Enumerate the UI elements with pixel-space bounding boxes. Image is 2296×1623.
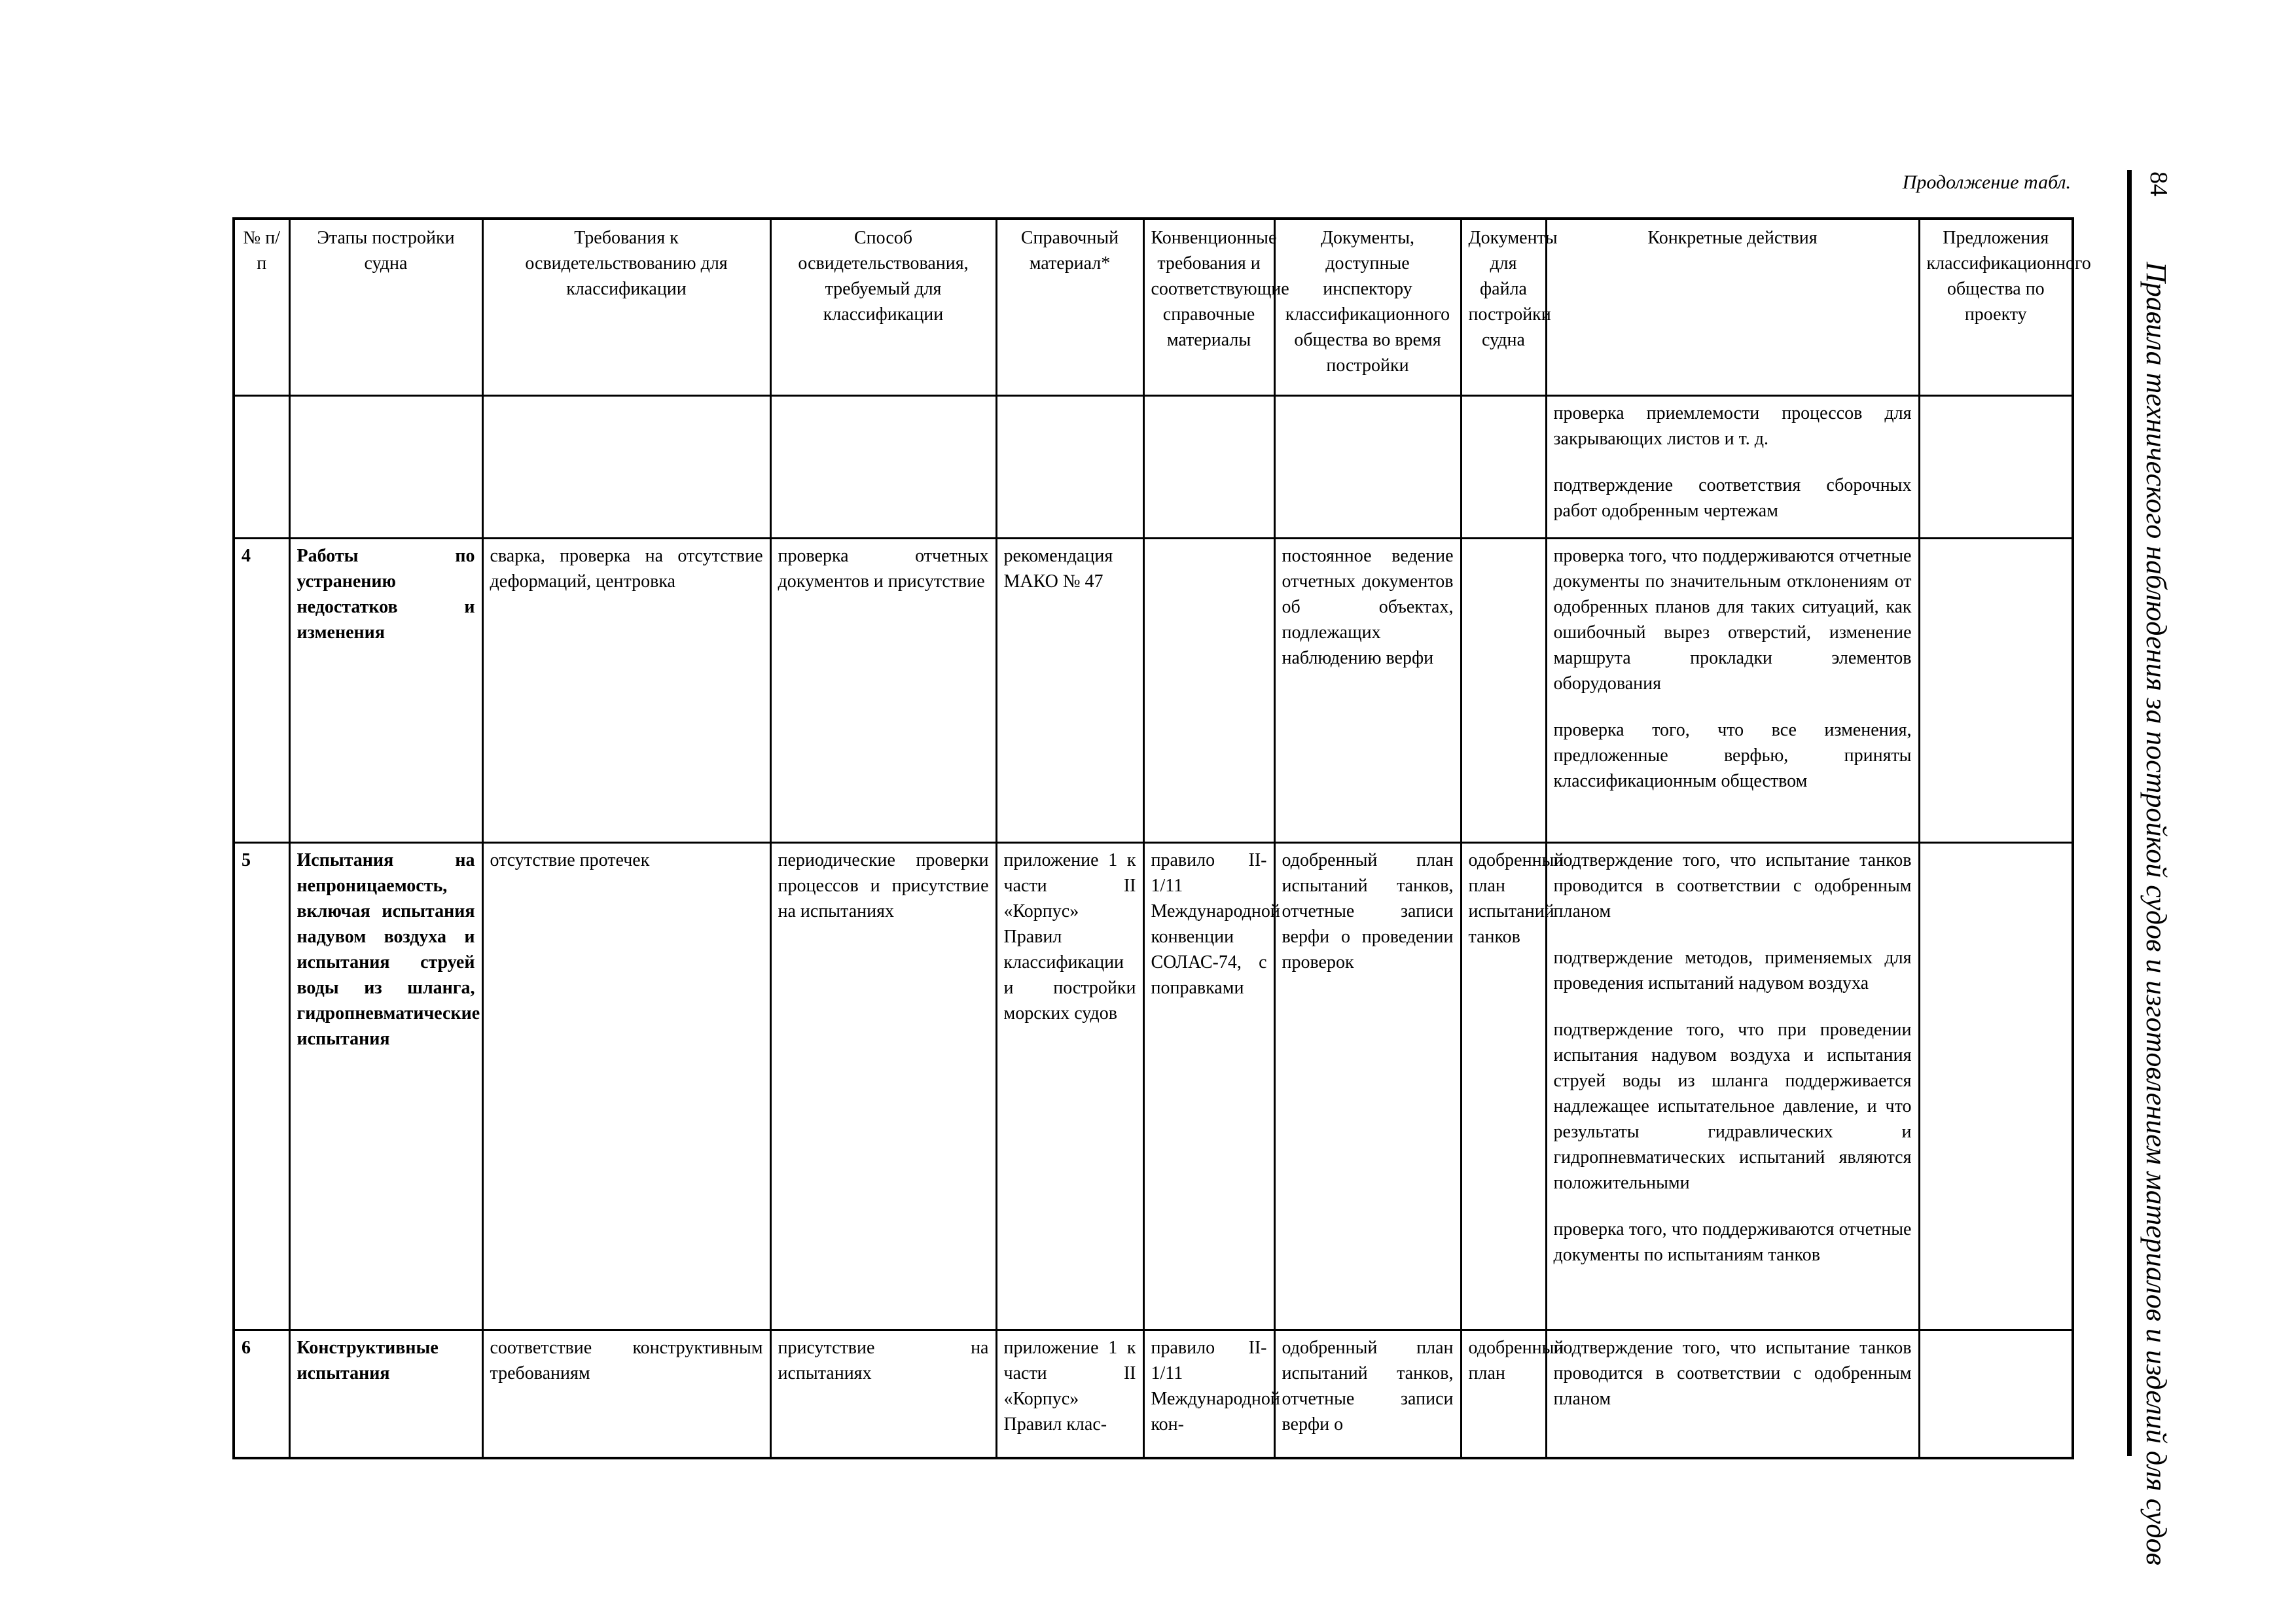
- table-row: [234, 395, 2073, 538]
- reference-cell: приложение 1 к части II «Корпус» Правил классификации и постройки морских судов: [996, 842, 1143, 1330]
- action-item: подтверждение того, что испытание танков проводится в соответствии с одобренным планом: [1553, 849, 1912, 921]
- requirements-cell: отсутствие протечек: [482, 842, 770, 1330]
- method-cell: [770, 395, 996, 538]
- action-item: проверка того, что все изменения, предложенные верфью, приняты классификационным обществом: [1553, 719, 1912, 791]
- stage-cell: [289, 395, 482, 538]
- action-item: проверка того, что поддерживаются отчетные документы по испытаниям танков: [1553, 1219, 1912, 1265]
- actions-cell: [1546, 1330, 1919, 1458]
- header-cell: Конкретные действия: [1546, 219, 1919, 395]
- action-item: подтверждение методов, применяемых для проведения испытаний надувом воздуха: [1553, 947, 1912, 993]
- header-cell: Документы, доступные инспектору классификационного общества во время постройки: [1274, 219, 1461, 395]
- reference-cell: [996, 395, 1143, 538]
- action-item: подтверждение того, что при проведении испытания надувом воздуха и испытания струей воды из шланга поддерживается надлежащее испытательное давление, и что результаты гидравлических и гидропневматических испытаний являются положительными: [1553, 1019, 1912, 1193]
- method-cell: проверка отчетных документов и присутствие: [770, 538, 996, 842]
- table-row: [234, 538, 2073, 842]
- table-row: [234, 1330, 2073, 1458]
- row-number: 5: [234, 842, 289, 1330]
- documents-cell: [1274, 395, 1461, 538]
- actions-cell: [1546, 538, 1919, 842]
- stage-cell: Работы по устранению недостатков и изменения: [289, 538, 482, 842]
- header-cell: Документы для файла постройки судна: [1461, 219, 1546, 395]
- file-docs-cell: [1461, 395, 1546, 538]
- convention-cell: правило II-1/11 Международной конвенции СОЛАС-74, с поправками: [1143, 842, 1274, 1330]
- action-item: проверка того, что поддерживаются отчетные документы по значительным отклонениям от одобренных планов для таких ситуаций, как ошибочный вырез отверстий, изменение маршрута прокладки элементов оборудования: [1553, 545, 1912, 694]
- header-cell: Справочный материал*: [996, 219, 1143, 395]
- requirements-cell: [482, 395, 770, 538]
- continuation-label: Продолжение табл.: [1902, 171, 2071, 193]
- row-number: 4: [234, 538, 289, 842]
- actions-cell: [1546, 842, 1919, 1330]
- convention-cell: [1143, 538, 1274, 842]
- proposals-cell: [1919, 1330, 2073, 1458]
- convention-cell: [1143, 395, 1274, 538]
- documents-cell: постоянное ведение отчетных документов об объектах, подлежащих наблюдению верфи: [1274, 538, 1461, 842]
- running-title: Правила технического наблюдения за постройкой судов и изготовлением материалов и изделий для судов: [2140, 262, 2172, 1565]
- reference-cell: приложение 1 к части II «Корпус» Правил клас-: [996, 1330, 1143, 1458]
- header-cell: Конвенционные требования и соответствующие справочные материалы: [1143, 219, 1274, 395]
- header-cell: Способ освидетельствования, требуемый для классификации: [770, 219, 996, 395]
- action-item: подтверждение того, что испытание танков проводится в соответствии с одобренным планом: [1553, 1337, 1912, 1409]
- row-number: [234, 395, 289, 538]
- action-item: подтверждение соответствия сборочных работ одобренным чертежам: [1553, 474, 1912, 521]
- stage-cell: Испытания на непроницаемость, включая испытания надувом воздуха и испытания струей воды из шланга, гидропневматические испытания: [289, 842, 482, 1330]
- proposals-cell: [1919, 395, 2073, 538]
- requirements-cell: сварка, проверка на отсутствие деформаций, центровка: [482, 538, 770, 842]
- file-docs-cell: одобренный план испытаний танков: [1461, 842, 1546, 1330]
- file-docs-cell: одобренный план: [1461, 1330, 1546, 1458]
- table-row: [234, 842, 2073, 1330]
- documents-cell: одобренный план испытаний танков, отчетные записи верфи о: [1274, 1330, 1461, 1458]
- convention-cell: правило II-1/11 Международной кон-: [1143, 1330, 1274, 1458]
- header-cell: № п/п: [234, 219, 289, 395]
- actions-cell: [1546, 395, 1919, 538]
- requirements-cell: соответствие конструктивным требованиям: [482, 1330, 770, 1458]
- header-cell: Требования к освидетельствованию для классификации: [482, 219, 770, 395]
- reference-cell: рекомендация МАКО № 47: [996, 538, 1143, 842]
- proposals-cell: [1919, 538, 2073, 842]
- header-row: [234, 219, 2073, 395]
- documents-cell: одобренный план испытаний танков, отчетные записи верфи о проведении проверок: [1274, 842, 1461, 1330]
- page-number: 84: [2145, 171, 2172, 196]
- stage-cell: Конструктивные испытания: [289, 1330, 482, 1458]
- survey-table: [232, 217, 2091, 1459]
- header-cell: Предложения классификационного общества по проекту: [1919, 219, 2073, 395]
- row-number: 6: [234, 1330, 289, 1458]
- action-item: проверка приемлемости процессов для закрывающих листов и т. д.: [1553, 402, 1912, 449]
- method-cell: периодические проверки процессов и присутствие на испытаниях: [770, 842, 996, 1330]
- method-cell: присутствие на испытаниях: [770, 1330, 996, 1458]
- file-docs-cell: [1461, 538, 1546, 842]
- proposals-cell: [1919, 842, 2073, 1330]
- header-cell: Этапы постройки судна: [289, 219, 482, 395]
